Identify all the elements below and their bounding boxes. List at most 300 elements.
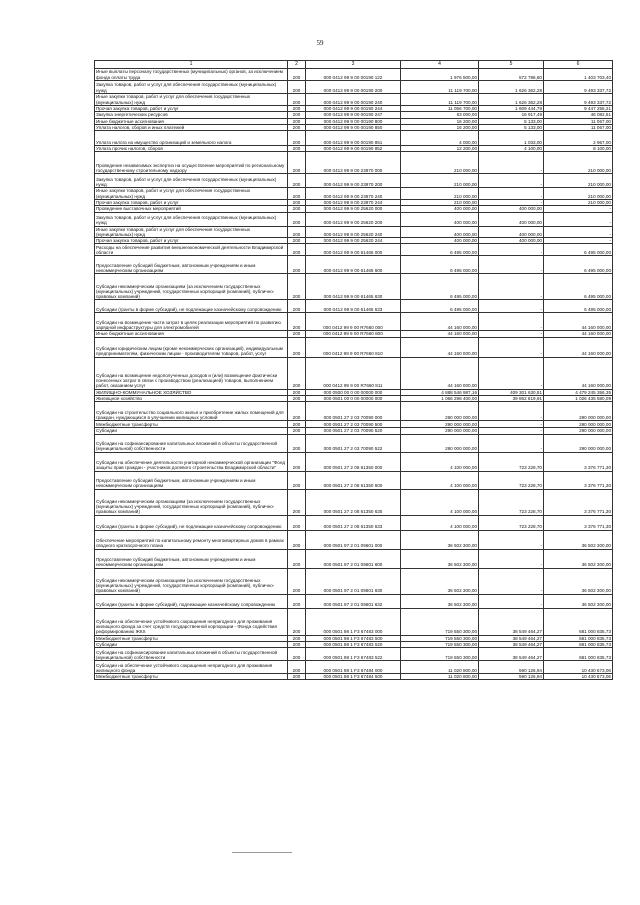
table-row xyxy=(95,300,613,313)
table-row xyxy=(95,69,613,81)
cell-v4: 4 100 000,00 xyxy=(401,452,479,471)
cell-v4: 4 000,00 xyxy=(401,131,479,146)
cell-v6: 44 160 000,00 xyxy=(544,313,613,331)
cell-v6: 36 502 300,00 xyxy=(544,530,613,549)
cell-name: Иные бюджетные ассигнования xyxy=(95,331,288,337)
cell-kbk: 000 0501 97 2 01 09601 632 xyxy=(306,594,401,608)
cell-v4: 36 502 300,00 xyxy=(401,594,479,608)
cell-v5: - xyxy=(479,331,544,337)
cell-v5: 38 549 464,27 xyxy=(479,648,544,661)
cell-v6: 210 000,00 xyxy=(544,174,613,188)
cell-v6: 4 479 245 356,35 xyxy=(544,389,613,395)
cell-v5: 400 000,00 xyxy=(479,238,544,244)
cell-kbk: 000 0501 27 2 03 70090 522 xyxy=(306,434,401,452)
cell-code: 200 xyxy=(288,661,306,674)
cell-code: 200 xyxy=(288,69,306,81)
cell-v6: 44 160 000,00 xyxy=(544,331,613,337)
cell-code: 200 xyxy=(288,331,306,337)
cell-v5: - xyxy=(479,152,544,174)
cell-name: Иные бюджетные ассигнования xyxy=(95,118,288,124)
cell-v5: 39 862 819,91 xyxy=(479,395,544,401)
cell-name: Субсидии на софинансирование капитальных вложений в объекты государственной (муниципальной) собственности xyxy=(95,648,288,661)
cell-name: Субсидии некоммерческим организациям (за исключением государственных (муниципальных) учреждений, государственных корпораций (компаний), публично-правовых компаний) xyxy=(95,489,288,515)
cell-v5: 400 000,00 xyxy=(479,212,544,226)
cell-v5: 723 228,70 xyxy=(479,515,544,530)
cell-v6: 681 000 835,73 xyxy=(544,648,613,661)
cell-kbk: 000 0501 27 2 08 61350 633 xyxy=(306,515,401,530)
table-row xyxy=(95,131,613,146)
cell-v4: 6 495 000,00 xyxy=(401,274,479,300)
table-row xyxy=(95,594,613,608)
cell-v4: 11 056 700,00 xyxy=(401,106,479,112)
cell-name: Прочая закупка товаров, работ и услуг xyxy=(95,238,288,244)
cell-v4: 400 000,00 xyxy=(401,212,479,226)
cell-v5: - xyxy=(479,244,544,256)
cell-code: 200 xyxy=(288,357,306,389)
cell-kbk: 000 0412 99 9 00 61465 000 xyxy=(306,244,401,256)
cell-code: 200 xyxy=(288,256,306,274)
cell-v5: 5 133,00 xyxy=(479,118,544,124)
cell-v5: 1 609 444,79 xyxy=(479,106,544,112)
cell-code: 200 xyxy=(288,489,306,515)
table-row xyxy=(95,674,613,680)
cell-v5: - xyxy=(479,434,544,452)
cell-kbk: 000 0412 99 9 00 25620 200 xyxy=(306,212,401,226)
cell-code: 200 xyxy=(288,471,306,489)
cell-code: 200 xyxy=(288,94,306,106)
cell-name: Предоставление субсидий бюджетным, автономным учреждениям и иным некоммерческим организациям xyxy=(95,256,288,274)
cell-code: 200 xyxy=(288,244,306,256)
cell-v5: 400 000,00 xyxy=(479,206,544,212)
table-row xyxy=(95,274,613,300)
cell-name: Субсидии на обеспечение устойчивого сокращения непригодного для проживания жилищного фонда xyxy=(95,661,288,674)
cell-name: Межбюджетные трансферты xyxy=(95,421,288,428)
table-row xyxy=(95,489,613,515)
table-row xyxy=(95,434,613,452)
cell-code: 200 xyxy=(288,434,306,452)
cell-kbk: 000 0412 99 9 00 00190 244 xyxy=(306,106,401,112)
cell-kbk: 000 0412 99 9 00 23970 000 xyxy=(306,152,401,174)
cell-v5: - xyxy=(479,199,544,205)
cell-v5: 590 126,94 xyxy=(479,674,544,680)
cell-v6: 3 376 771,30 xyxy=(544,452,613,471)
cell-v6: 36 502 300,00 xyxy=(544,549,613,568)
cell-v5: - xyxy=(479,594,544,608)
cell-v4: 36 502 300,00 xyxy=(401,530,479,549)
cell-v6: 6 495 000,00 xyxy=(544,300,613,313)
cell-v4: 210 000,00 xyxy=(401,174,479,188)
cell-v4: 719 550 300,00 xyxy=(401,608,479,635)
cell-code: 200 xyxy=(288,274,306,300)
cell-name: Субсидии на возмещение части затрат в целях реализации мероприятий по развитию зарядной инфраструктуры для электромобилей xyxy=(95,313,288,331)
cell-v5: - xyxy=(479,274,544,300)
cell-code: 200 xyxy=(288,421,306,428)
cell-v4: 210 000,00 xyxy=(401,152,479,174)
cell-code: 200 xyxy=(288,568,306,594)
cell-code: 200 xyxy=(288,212,306,226)
table-row xyxy=(95,94,613,106)
cell-v6: 210 000,00 xyxy=(544,152,613,174)
cell-v5: - xyxy=(479,421,544,428)
cell-name: Закупка товаров, работ и услуг для обеспечения государственных (муниципальных) нужд xyxy=(95,174,288,188)
cell-v5: 723 228,70 xyxy=(479,471,544,489)
cell-v4: 4 100 000,00 xyxy=(401,515,479,530)
cell-code: 200 xyxy=(288,594,306,608)
cell-code: 200 xyxy=(288,106,306,112)
cell-v6: 681 000 835,73 xyxy=(544,635,613,641)
cell-code: 200 xyxy=(288,112,306,118)
cell-kbk: 000 0501 27 2 03 70090 000 xyxy=(306,402,401,421)
cell-code: 200 xyxy=(288,402,306,421)
cell-v6: 8 100,00 xyxy=(544,146,613,152)
cell-name: Проведение независимых экспертиз на осуществление мероприятий по региональному государственному строительному надзору xyxy=(95,152,288,174)
table-row xyxy=(95,226,613,238)
cell-v6: 10 430 673,06 xyxy=(544,674,613,680)
cell-kbk: 000 0412 99 9 00 00190 850 xyxy=(306,124,401,130)
cell-code: 200 xyxy=(288,300,306,313)
cell-code: 200 xyxy=(288,313,306,331)
cell-v4: 36 502 300,00 xyxy=(401,549,479,568)
cell-v5: 38 549 464,27 xyxy=(479,608,544,635)
cell-name: Субсидии на обеспечение деятельности унитарной некоммерческой организации "Фонд защиты прав граждан - участников долевого строительства Владимирской области" xyxy=(95,452,288,471)
cell-code: 200 xyxy=(288,428,306,434)
cell-v4: 11 119 700,00 xyxy=(401,94,479,106)
cell-name: Субсидии на обеспечение устойчивого сокращения непригодного для проживания жилищного фонда за счет средств государственной корпорации - Фонда содействия реформированию ЖКХ xyxy=(95,608,288,635)
cell-kbk: 000 0501 27 2 08 61350 000 xyxy=(306,452,401,471)
cell-code: 200 xyxy=(288,238,306,244)
table-row xyxy=(95,608,613,635)
table-row xyxy=(95,188,613,200)
cell-kbk: 000 0412 99 9 00 23970 200 xyxy=(306,174,401,188)
cell-name: Субсидии (гранты в форме субсидий), подлежащие казначейскому сопровождению xyxy=(95,594,288,608)
cell-name: Субсидии xyxy=(95,641,288,647)
cell-v5: 400 000,00 xyxy=(479,226,544,238)
table-row xyxy=(95,648,613,661)
cell-name: Межбюджетные трансферты xyxy=(95,635,288,641)
cell-name: Прочая закупка товаров, работ и услуг xyxy=(95,199,288,205)
table-row xyxy=(95,471,613,489)
cell-v5: 409 301 630,81 xyxy=(479,389,544,395)
cell-v5: - xyxy=(479,300,544,313)
cell-name: Субсидии на возмещение недополученных доходов и (или) возмещение фактически понесенных затрат в связи с производством (реализацией) товаров, выполнением работ, оказанием услуг xyxy=(95,357,288,389)
cell-v4: 290 000 000,00 xyxy=(401,434,479,452)
cell-v4: 719 550 300,00 xyxy=(401,635,479,641)
cell-code: 200 xyxy=(288,530,306,549)
cell-kbk: 000 0501 97 2 01 09601 000 xyxy=(306,530,401,549)
cell-v5: 590 126,94 xyxy=(479,661,544,674)
cell-v4: 290 000 000,00 xyxy=(401,428,479,434)
cell-v4: 719 550 300,00 xyxy=(401,641,479,647)
cell-v6: 1 403 703,40 xyxy=(544,69,613,81)
cell-code: 200 xyxy=(288,81,306,94)
table-row xyxy=(95,81,613,94)
budget-table xyxy=(94,60,613,680)
cell-v5: 723 228,70 xyxy=(479,489,544,515)
cell-name: Предоставление субсидий бюджетным, автономным учреждениям и иным некоммерческим организациям xyxy=(95,549,288,568)
cell-kbk: 000 0412 99 9 00 00190 240 xyxy=(306,94,401,106)
cell-name: Субсидии на строительство социального жилья и приобретение жилых помещений для граждан, нуждающихся в улучшении жилищных условий xyxy=(95,402,288,421)
cell-kbk: 000 0501 97 2 01 09601 630 xyxy=(306,568,401,594)
cell-v6: 36 502 300,00 xyxy=(544,568,613,594)
cell-v5: - xyxy=(479,174,544,188)
cell-kbk: 000 0501 98 1 F3 67484 000 xyxy=(306,661,401,674)
cell-code: 200 xyxy=(288,124,306,130)
cell-v6: 6 495 000,00 xyxy=(544,256,613,274)
cell-kbk: 000 0501 98 1 F3 67483 520 xyxy=(306,641,401,647)
cell-v4: 400 000,00 xyxy=(401,226,479,238)
cell-name: Проведение выставочных мероприятий xyxy=(95,206,288,212)
cell-name: Субсидии (гранты в форме субсидий), не подлежащие казначейскому сопровождению xyxy=(95,300,288,313)
cell-v6: 210 000,00 xyxy=(544,188,613,200)
cell-kbk: 000 0412 99 9 00 25620 244 xyxy=(306,238,401,244)
cell-v6: 46 082,51 xyxy=(544,112,613,118)
cell-kbk: 000 0412 99 9 00 R7660 000 xyxy=(306,313,401,331)
cell-v6: 290 000 000,00 xyxy=(544,421,613,428)
cell-v6: - xyxy=(544,212,613,226)
cell-kbk: 000 0501 27 2 08 61350 600 xyxy=(306,471,401,489)
cell-v4: 290 000 000,00 xyxy=(401,402,479,421)
cell-v6: 2 967,00 xyxy=(544,131,613,146)
table-row xyxy=(95,106,613,112)
cell-code: 200 xyxy=(288,152,306,174)
cell-kbk: 000 0412 99 9 00 25620 240 xyxy=(306,226,401,238)
cell-v6: 44 160 000,00 xyxy=(544,357,613,389)
cell-name: Расходы на обеспечение развития внешнеэкономической деятельности Владимирской области xyxy=(95,244,288,256)
cell-v4: 12 200,00 xyxy=(401,146,479,152)
cell-name: ЖИЛИЩНО-КОММУНАЛЬНОЕ ХОЗЯЙСТВО xyxy=(95,389,288,395)
cell-v5: - xyxy=(479,549,544,568)
cell-code: 200 xyxy=(288,515,306,530)
cell-v4: 11 119 700,00 xyxy=(401,81,479,94)
cell-v6: 1 026 435 580,09 xyxy=(544,395,613,401)
cell-v6: 36 502 300,00 xyxy=(544,594,613,608)
cell-code: 200 xyxy=(288,146,306,152)
table-row xyxy=(95,256,613,274)
table-row xyxy=(95,174,613,188)
header-cell: 2 xyxy=(288,61,306,69)
table-row xyxy=(95,357,613,389)
cell-v6: - xyxy=(544,206,613,212)
table-header-row xyxy=(95,61,613,69)
cell-code: 200 xyxy=(288,118,306,124)
cell-v6: 210 000,00 xyxy=(544,199,613,205)
cell-name: Уплата прочих налогов, сборов xyxy=(95,146,288,152)
table-row xyxy=(95,549,613,568)
cell-kbk: 000 0501 98 1 F3 67483 000 xyxy=(306,608,401,635)
cell-v4: 719 550 300,00 xyxy=(401,648,479,661)
cell-v5: - xyxy=(479,337,544,357)
cell-v5: 38 549 464,27 xyxy=(479,641,544,647)
cell-v6: 10 430 673,06 xyxy=(544,661,613,674)
cell-v5: 4 100,00 xyxy=(479,146,544,152)
table-row xyxy=(95,313,613,331)
cell-kbk: 000 0412 99 9 00 00190 247 xyxy=(306,112,401,118)
cell-code: 200 xyxy=(288,188,306,200)
table-row xyxy=(95,568,613,594)
table-row xyxy=(95,452,613,471)
cell-code: 200 xyxy=(288,608,306,635)
cell-kbk: 000 0412 99 9 00 R7660 811 xyxy=(306,357,401,389)
cell-kbk: 000 0501 97 2 01 09601 600 xyxy=(306,549,401,568)
cell-v6: 681 000 835,73 xyxy=(544,641,613,647)
cell-v4: 36 502 300,00 xyxy=(401,568,479,594)
cell-name: Субсидии некоммерческим организациям (за исключением государственных (муниципальных) учреждений, государственных корпораций (компаний), публично-правовых компаний) xyxy=(95,274,288,300)
cell-kbk: 000 0412 99 9 00 00190 800 xyxy=(306,118,401,124)
cell-v6: 3 376 771,30 xyxy=(544,471,613,489)
cell-v5: 1 033,00 xyxy=(479,131,544,146)
cell-kbk: 000 0412 99 9 00 25620 000 xyxy=(306,206,401,212)
cell-kbk: 000 0412 99 9 00 61465 633 xyxy=(306,300,401,313)
table-row xyxy=(95,515,613,530)
cell-v4: 16 200,00 xyxy=(401,124,479,130)
cell-v4: 44 160 000,00 xyxy=(401,331,479,337)
cell-kbk: 000 0412 99 9 00 00190 851 xyxy=(306,131,401,146)
cell-code: 200 xyxy=(288,452,306,471)
cell-v4: 210 000,00 xyxy=(401,188,479,200)
header-cell: 6 xyxy=(544,61,613,69)
table-row xyxy=(95,421,613,428)
cell-v6: 290 000 000,00 xyxy=(544,402,613,421)
table-row xyxy=(95,206,613,212)
cell-v6: - xyxy=(544,226,613,238)
cell-v4: 16 200,00 xyxy=(401,118,479,124)
table-row xyxy=(95,337,613,357)
cell-v4: 6 495 000,00 xyxy=(401,256,479,274)
cell-code: 200 xyxy=(288,131,306,146)
cell-v6: 3 376 771,30 xyxy=(544,489,613,515)
cell-v5: 5 133,00 xyxy=(479,124,544,130)
cell-kbk: 000 0501 27 2 08 61350 630 xyxy=(306,489,401,515)
cell-name: Предоставление субсидий бюджетным, автономным учреждениям и иным некоммерческим организациям xyxy=(95,471,288,489)
page-number: 59 xyxy=(316,39,324,47)
cell-v4: 44 160 000,00 xyxy=(401,357,479,389)
header-cell: 5 xyxy=(479,61,544,69)
table-row xyxy=(95,661,613,674)
cell-v6: 681 000 835,73 xyxy=(544,608,613,635)
cell-name: Закупка товаров, работ и услуг для обеспечения государственных (муниципальных) нужд xyxy=(95,212,288,226)
cell-code: 200 xyxy=(288,337,306,357)
cell-v6: 3 376 771,30 xyxy=(544,515,613,530)
cell-kbk: 000 0501 27 2 03 70090 520 xyxy=(306,428,401,434)
cell-v4: 11 020 800,00 xyxy=(401,661,479,674)
cell-v6: 290 000 000,00 xyxy=(544,434,613,452)
cell-v5: 723 228,70 xyxy=(479,452,544,471)
cell-v4: 1 066 298 400,00 xyxy=(401,395,479,401)
cell-kbk: 000 0412 99 9 00 R7660 800 xyxy=(306,331,401,337)
cell-v5: 1 626 362,28 xyxy=(479,94,544,106)
cell-v6: 9 493 337,72 xyxy=(544,94,613,106)
cell-v4: 400 000,00 xyxy=(401,206,479,212)
cell-name: Закупка энергетических ресурсов xyxy=(95,112,288,118)
table-row xyxy=(95,212,613,226)
cell-kbk: 000 0412 99 9 00 00190 122 xyxy=(306,69,401,81)
cell-name: Субсидии (гранты в форме субсидий), не подлежащие казначейскому сопровождению xyxy=(95,515,288,530)
cell-v4: 400 000,00 xyxy=(401,238,479,244)
cell-code: 200 xyxy=(288,674,306,680)
cell-kbk: 000 0412 99 9 00 R7660 810 xyxy=(306,337,401,357)
cell-code: 200 xyxy=(288,648,306,661)
cell-code: 200 xyxy=(288,635,306,641)
cell-v6: - xyxy=(544,238,613,244)
cell-v5: 16 917,49 xyxy=(479,112,544,118)
cell-name: Субсидии некоммерческим организациям (за исключением государственных (муниципальных) учреждений, государственных корпораций (компаний), публично-правовых компаний) xyxy=(95,568,288,594)
cell-name: Субсидии на софинансирование капитальных вложений в объекты государственной (муниципальной) собственности xyxy=(95,434,288,452)
cell-v5: 1 626 362,28 xyxy=(479,81,544,94)
cell-v5: - xyxy=(479,313,544,331)
cell-v6: 11 067,00 xyxy=(544,118,613,124)
cell-v4: 63 000,00 xyxy=(401,112,479,118)
cell-name: Иные закупки товаров, работ и услуг для обеспечения государственных (муниципальных) нужд xyxy=(95,226,288,238)
cell-v4: 4 888 546 987,16 xyxy=(401,389,479,395)
header-cell: 3 xyxy=(306,61,401,69)
cell-v4: 290 000 000,00 xyxy=(401,421,479,428)
cell-v4: 4 100 000,00 xyxy=(401,471,479,489)
header-cell: 4 xyxy=(401,61,479,69)
cell-name: Уплата налогов, сборов и иных платежей xyxy=(95,124,288,130)
cell-code: 200 xyxy=(288,549,306,568)
table-row xyxy=(95,238,613,244)
cell-kbk: 000 0412 99 9 00 00190 852 xyxy=(306,146,401,152)
cell-name: Иные закупки товаров, работ и услуг для обеспечения государственных (муниципальных) нужд xyxy=(95,188,288,200)
cell-v6: 44 160 000,00 xyxy=(544,337,613,357)
cell-v5: 38 549 464,27 xyxy=(479,635,544,641)
cell-v6: 9 493 337,72 xyxy=(544,81,613,94)
cell-name: Прочая закупка товаров, работ и услуг xyxy=(95,106,288,112)
cell-v4: 6 495 000,00 xyxy=(401,244,479,256)
cell-v4: 1 976 500,00 xyxy=(401,69,479,81)
table-row xyxy=(95,389,613,395)
cell-v6: 9 447 255,21 xyxy=(544,106,613,112)
cell-v6: 11 067,00 xyxy=(544,124,613,130)
cell-name: Обеспечение мероприятий по капитальному ремонту многоквартирных домов в рамках сводного краткосрочного плана xyxy=(95,530,288,549)
cell-v6: 6 495 000,00 xyxy=(544,244,613,256)
footer-rule xyxy=(232,852,292,853)
cell-v5: - xyxy=(479,530,544,549)
cell-kbk: 000 0412 99 9 00 23970 240 xyxy=(306,188,401,200)
cell-name: Уплата налога на имущество организаций и земельного налога xyxy=(95,131,288,146)
header-cell: 1 xyxy=(95,61,288,69)
cell-name: Закупка товаров, работ и услуг для обеспечения государственных (муниципальных) нужд xyxy=(95,81,288,94)
cell-v5: - xyxy=(479,357,544,389)
cell-name: Субсидии юридическим лицам (кроме некоммерческих организаций), индивидуальным предпринимателям, физическим лицам - производителям товаров, работ, услуг xyxy=(95,337,288,357)
cell-code: 200 xyxy=(288,206,306,212)
cell-kbk: 000 0412 99 9 00 61465 600 xyxy=(306,256,401,274)
cell-v4: 4 100 000,00 xyxy=(401,489,479,515)
cell-kbk: 000 0412 99 9 00 61465 630 xyxy=(306,274,401,300)
cell-v5: - xyxy=(479,568,544,594)
cell-kbk: 000 0501 00 0 00 00000 000 xyxy=(306,395,401,401)
cell-code: 200 xyxy=(288,389,306,395)
cell-code: 200 xyxy=(288,226,306,238)
cell-v4: 44 160 000,00 xyxy=(401,313,479,331)
cell-v5: 572 796,60 xyxy=(479,69,544,81)
cell-v5: - xyxy=(479,188,544,200)
cell-v6: 290 000 000,00 xyxy=(544,428,613,434)
cell-v6: 6 495 000,00 xyxy=(544,274,613,300)
cell-v5: - xyxy=(479,428,544,434)
cell-code: 200 xyxy=(288,174,306,188)
cell-kbk: 000 0501 98 1 F3 67483 500 xyxy=(306,635,401,641)
cell-kbk: 000 0501 27 2 03 70090 500 xyxy=(306,421,401,428)
cell-name: Иные закупки товаров, работ и услуг для обеспечения государственных (муниципальных) нужд xyxy=(95,94,288,106)
cell-name: Межбюджетные трансферты xyxy=(95,674,288,680)
table-row xyxy=(95,244,613,256)
cell-name: Жилищное хозяйство xyxy=(95,395,288,401)
cell-v5: - xyxy=(479,402,544,421)
cell-v4: 6 495 000,00 xyxy=(401,300,479,313)
cell-kbk: 000 0501 98 1 F3 67483 522 xyxy=(306,648,401,661)
cell-kbk: 000 0500 00 0 00 00000 000 xyxy=(306,389,401,395)
